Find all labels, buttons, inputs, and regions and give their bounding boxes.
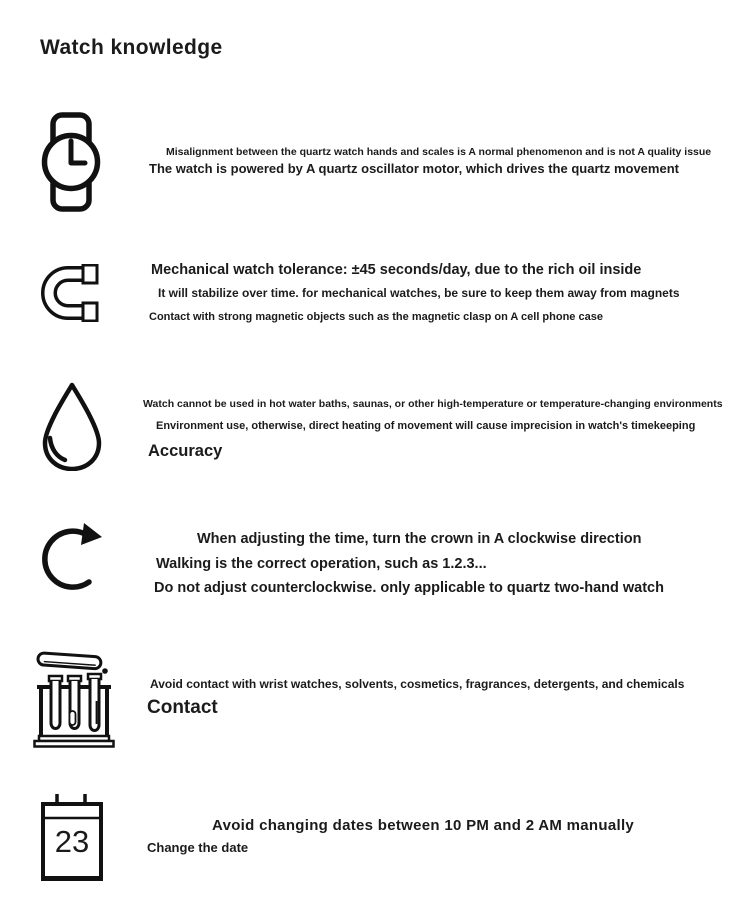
section-magnet-line-3: Contact with strong magnetic objects such as the magnetic clasp on A cell phone case <box>149 311 603 323</box>
section-accuracy-line-2: Environment use, otherwise, direct heating of movement will cause imprecision in watch's timekeeping <box>156 420 696 432</box>
wristwatch-icon <box>40 112 102 212</box>
page-title: Watch knowledge <box>40 36 223 59</box>
calendar-day-number: 23 <box>54 824 90 859</box>
section-magnet-line-1: Mechanical watch tolerance: ±45 seconds/day, due to the rich oil inside <box>151 262 642 278</box>
section-quartz-line-1: Misalignment between the quartz watch hands and scales is A normal phenomenon and is not A quality issue <box>166 146 712 158</box>
section-quartz-line-2: The watch is powered by A quartz oscillator motor, which drives the quartz movement <box>149 161 679 176</box>
section-accuracy-line-1: Watch cannot be used in hot water baths, saunas, or other high-temperature or temperature-changing environments <box>143 398 723 410</box>
water-drop-icon <box>38 381 106 471</box>
section-contact-line-1: Avoid contact with wrist watches, solvents, cosmetics, fragrances, detergents, and chemicals <box>150 677 685 691</box>
section-date-line-2: Change the date <box>147 840 249 855</box>
section-contact-heading: Contact <box>147 697 218 718</box>
section-time-line-2: Walking is the correct operation, such as 1.2.3... <box>156 556 487 572</box>
section-magnet-line-2: It will stabilize over time. for mechanical watches, be sure to keep them away from magnets <box>158 286 680 300</box>
section-accuracy-heading: Accuracy <box>148 442 223 460</box>
magnet-icon <box>38 264 106 322</box>
clockwise-arrow-icon <box>40 521 110 593</box>
section-date-line-1: Avoid changing dates between 10 PM and 2 AM manually <box>212 817 635 834</box>
section-time-line-3: Do not adjust counterclockwise. only applicable to quartz two-hand watch <box>154 580 664 596</box>
test-tubes-icon <box>33 645 115 748</box>
section-time-line-1: When adjusting the time, turn the crown in A clockwise direction <box>197 531 642 547</box>
